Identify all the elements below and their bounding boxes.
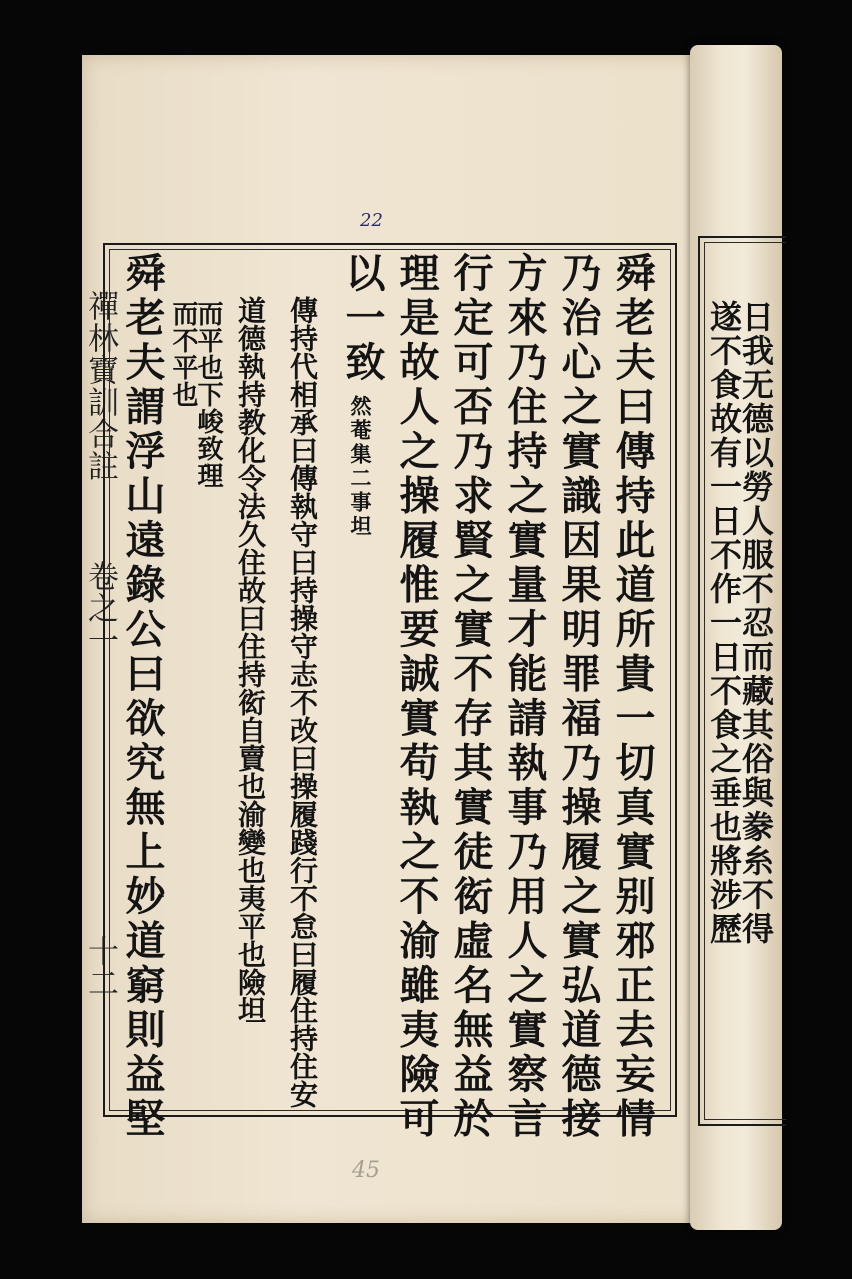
main-column-3: 方來乃住持之實量才能請執事乃用人之實察言 — [501, 252, 548, 1142]
main-column-4: 行定可否乃求賢之實不存其實徒衒虛名無益於 — [447, 252, 494, 1142]
closing-column: 舜老夫謂浮山遠錄公曰欲究無上妙道窮則益堅 — [119, 252, 166, 1142]
margin-page: 十二 — [82, 935, 118, 999]
main-column-6: 以一致 — [339, 252, 386, 386]
right-page-column-2: 遂不食故有一日不作一日不食之垂也將涉歷 — [705, 300, 743, 946]
note-column-2: 道德執持教化令法久住故曰住持衒自賣也渝變也夷平也險坦 — [234, 296, 267, 1024]
main-column-1: 舜老夫曰傳持此道所貴一切真實别邪正去妄情 — [609, 252, 656, 1142]
margin-volume: 卷之一 — [82, 560, 118, 656]
right-page-column-1: 日我无德以勞人服不忍而藏其俗與豢糸不得 — [737, 300, 775, 946]
source-note: 然菴集二事坦 — [348, 395, 373, 539]
margin-title: 禪林寶訓合註 — [82, 290, 118, 482]
note-column-1: 傳持代相承曰傳執守曰持操守志不改曰操履踐行不怠曰履住持住安 — [286, 296, 319, 1108]
main-column-5: 理是故人之操履惟要誠實苟執之不渝雖夷險可 — [393, 252, 440, 1142]
main-column-2: 乃治心之實識因果明罪福乃操履之實弘道德接 — [555, 252, 602, 1142]
page-stamp: 45 — [352, 1158, 380, 1183]
note-column-4: 而不平也 — [168, 300, 198, 408]
note-column-3: 而平也下峻致理 — [193, 300, 223, 489]
folio-number: 22 — [360, 210, 383, 231]
